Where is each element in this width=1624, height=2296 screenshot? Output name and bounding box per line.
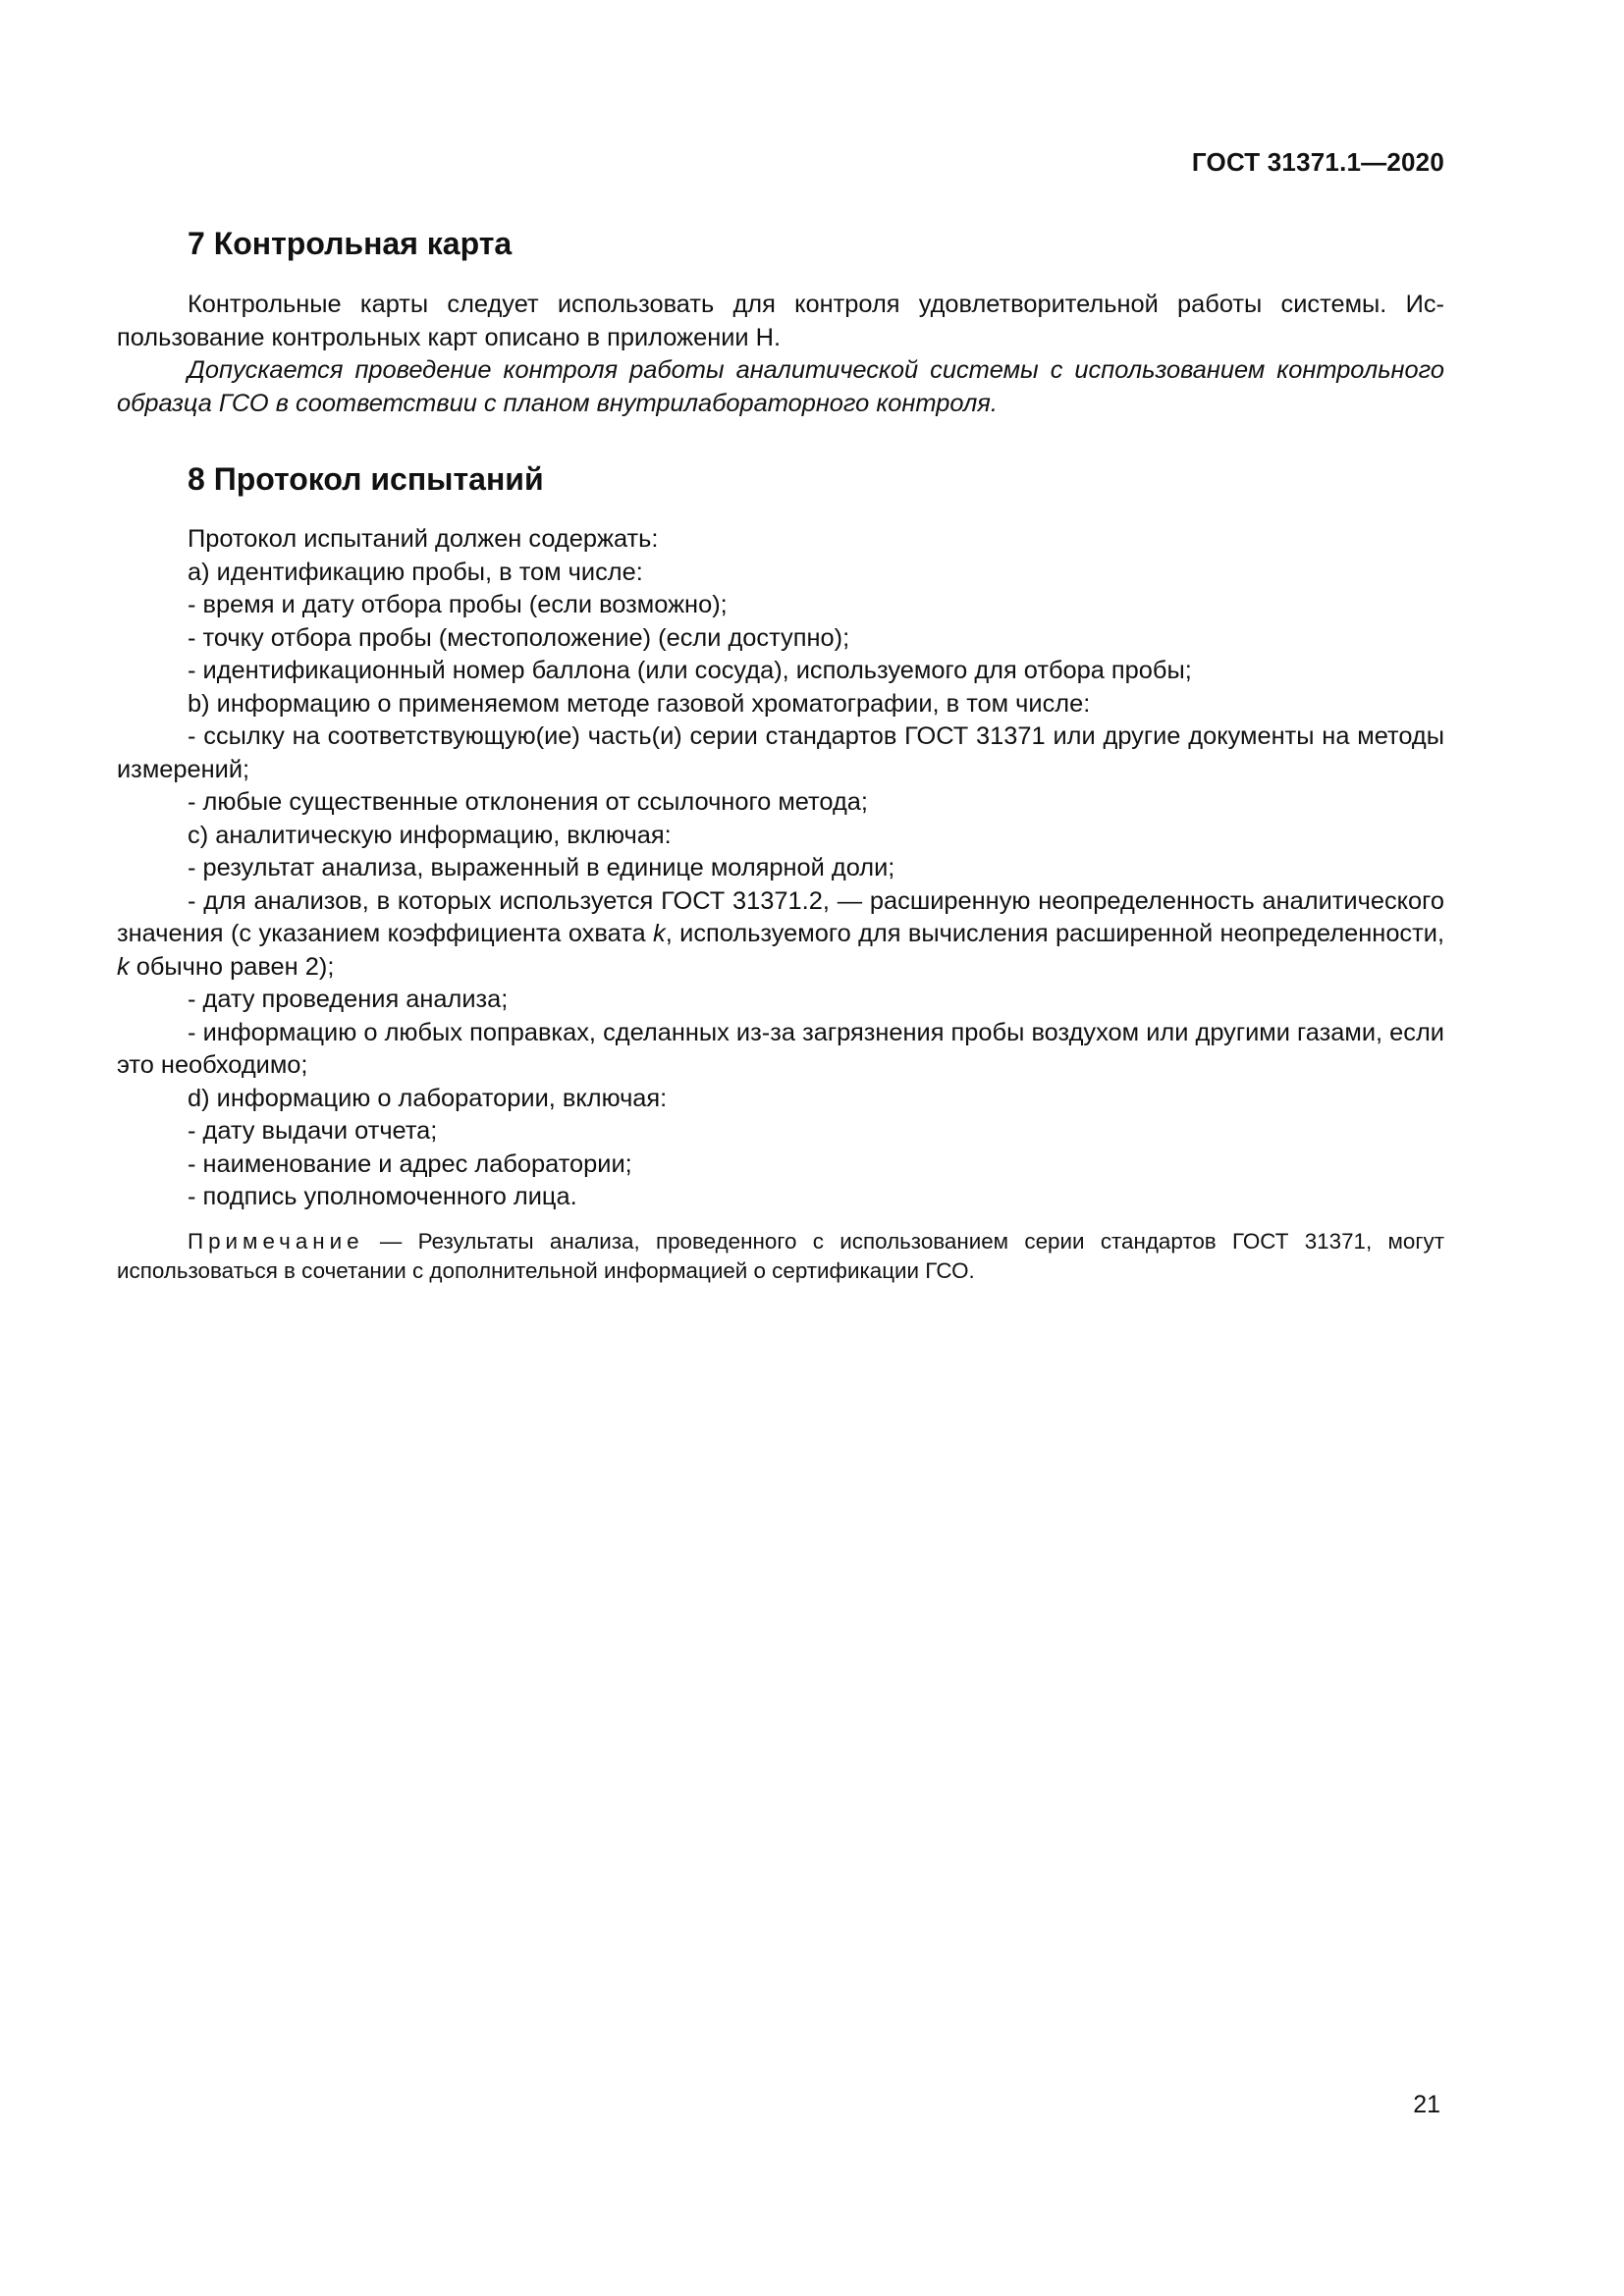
list-item: - наименование и адрес лаборатории; xyxy=(188,1149,632,1178)
list-item: c) аналитическую информацию, включая: xyxy=(188,821,672,849)
uncertainty-list-item xyxy=(117,885,1444,985)
section-7-paragraph: Контрольные карты следует использовать для контроля удовлетворительной работы системы. Использование контрольных карт описано в приложении Н. xyxy=(117,291,1444,351)
section-8-body xyxy=(117,523,1444,1214)
list-item: - ссылку на соответствующую(ие) часть(и) серии стандартов ГОСТ 31371 или другие документы на методы измерений; xyxy=(117,722,1444,783)
coverage-factor-symbol: k xyxy=(117,952,130,981)
note xyxy=(117,1227,1444,1286)
list-item: - дату проведения анализа; xyxy=(188,986,509,1013)
list-item: b) информацию о применяемом методе газовой хроматографии, в том числе: xyxy=(188,689,1091,718)
note-text: Результаты анализа, проведенного с использованием серии стандартов ГОСТ 31371, могут использоваться в сочетании с дополнительной информацией о сертификации ГСО. xyxy=(117,1229,1444,1283)
section-7-body xyxy=(117,289,1444,420)
uncertainty-text-part-1: - для анализов, в которых используется ГОСТ 31371.2, — расширенную неопределенность аналитического значения (с указанием коэффициента охвата xyxy=(117,886,1444,947)
list-item: - подпись уполномоченного лица. xyxy=(188,1183,577,1210)
list-item: - дату выдачи отчета; xyxy=(188,1117,438,1145)
section-7-heading: 7 Контрольная карта xyxy=(188,226,513,261)
document-id: ГОСТ 31371.1—2020 xyxy=(1191,147,1444,177)
list-item: - любые существенные отклонения от ссылочного метода; xyxy=(188,788,868,816)
list-item: - результат анализа, выраженный в единице молярной доли; xyxy=(188,854,895,881)
note-dash: — xyxy=(363,1229,418,1254)
section-8-heading: 8 Протокол испытаний xyxy=(188,461,544,497)
uncertainty-text-part-2: , используемого для вычисления расширенной неопределенности, xyxy=(665,920,1444,947)
list-item: - идентификационный номер баллона (или сосуда), используемого для отбора пробы; xyxy=(188,657,1192,684)
section-7-italic-paragraph: Допускается проведение контроля работы аналитической системы с использованием контрольного образца ГСО в соответствии с планом внутрилабораторного контроля. xyxy=(117,356,1444,417)
note-label: Примечание xyxy=(188,1229,364,1254)
uncertainty-text-part-3: обычно равен 2); xyxy=(129,952,335,981)
coverage-factor-symbol: k xyxy=(653,920,666,947)
list-item: - точку отбора пробы (местоположение) (если доступно); xyxy=(188,623,850,652)
list-item: a) идентификацию пробы, в том числе: xyxy=(188,558,643,586)
list-item: d) информацию о лаборатории, включая: xyxy=(188,1084,668,1112)
list-item: - информацию о любых поправках, сделанных из-за загрязнения пробы воздухом или другими газами, если это необходимо; xyxy=(117,1018,1444,1079)
page-number: 21 xyxy=(1413,2091,1440,2118)
protocol-intro: Протокол испытаний должен содержать: xyxy=(188,525,659,553)
list-item: - время и дату отбора пробы (если возможно); xyxy=(188,591,728,618)
